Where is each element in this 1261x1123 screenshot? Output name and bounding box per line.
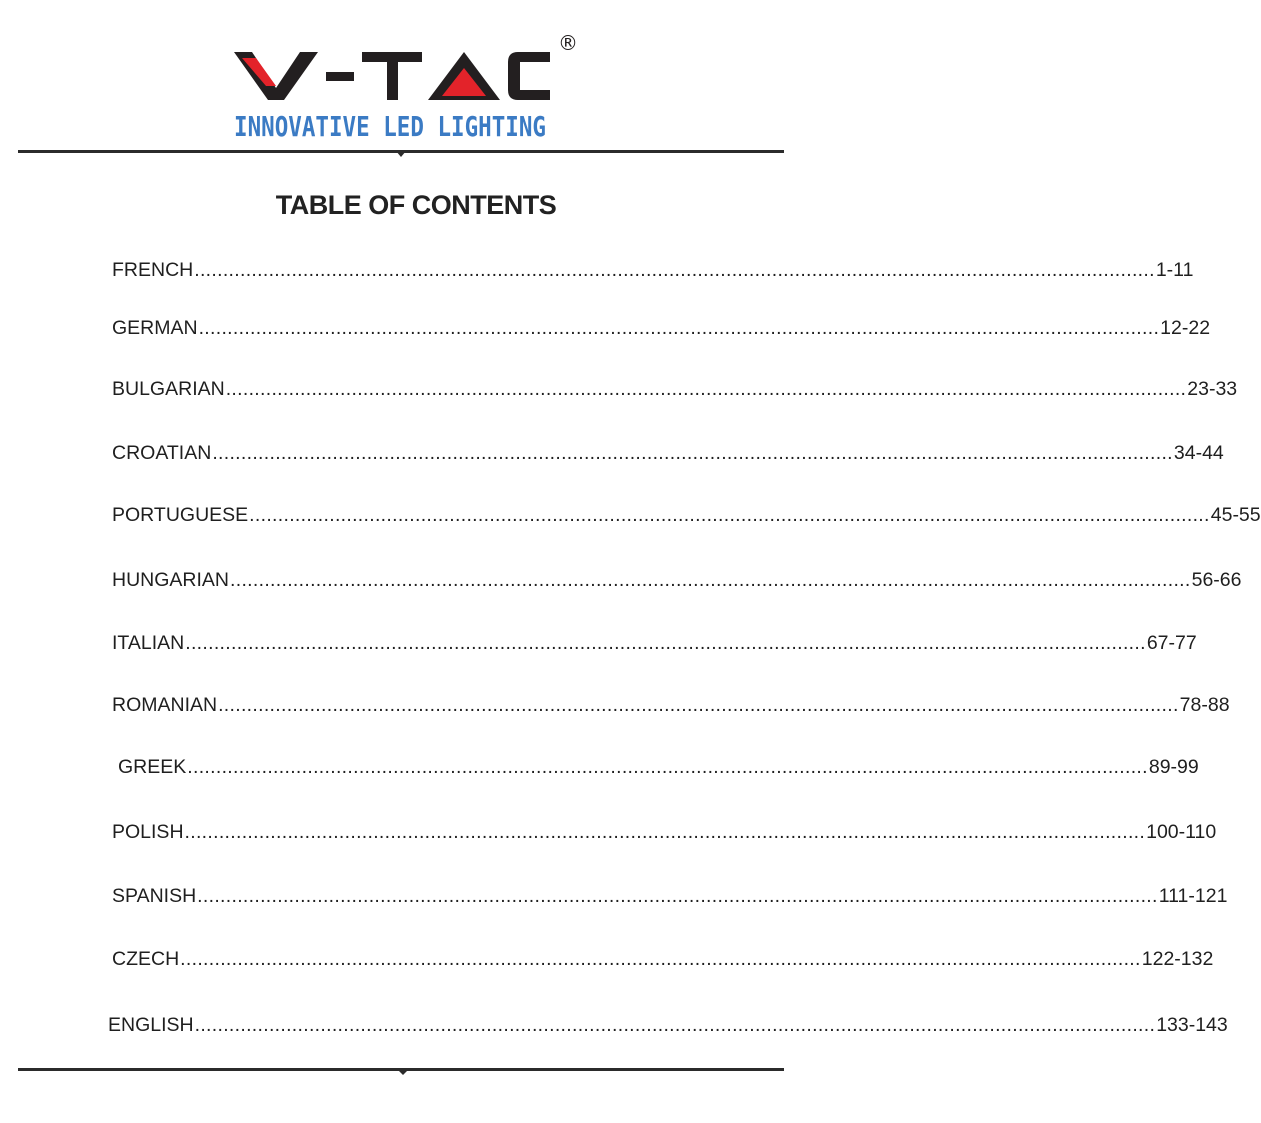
toc-pages: 1-11 xyxy=(1155,259,1194,281)
toc-leader xyxy=(226,377,1187,401)
toc-language: ROMANIAN xyxy=(112,694,218,716)
toc-leader xyxy=(197,884,1158,908)
toc-leader xyxy=(199,316,1160,340)
toc-language: BULGARIAN xyxy=(112,378,225,400)
toc-language: HUNGARIAN xyxy=(112,569,230,591)
toc-leader xyxy=(187,755,1148,779)
toc-entry xyxy=(118,755,1199,779)
toc-entry xyxy=(108,1013,1228,1037)
toc-language: POLISH xyxy=(112,821,184,843)
footer-divider xyxy=(18,1064,784,1076)
toc-entry xyxy=(112,441,1224,465)
toc-language: CZECH xyxy=(112,948,180,970)
toc-leader xyxy=(218,693,1179,717)
toc-leader xyxy=(194,258,1155,282)
toc-language: ENGLISH xyxy=(108,1014,194,1036)
toc-entry xyxy=(112,503,1261,527)
toc-entry xyxy=(112,820,1217,844)
toc-language: PORTUGUESE xyxy=(112,504,249,526)
toc-pages: 100-110 xyxy=(1146,821,1217,843)
toc-leader xyxy=(195,1013,1156,1037)
toc-pages: 23-33 xyxy=(1187,378,1238,400)
page-title: TABLE OF CONTENTS xyxy=(275,190,557,220)
toc-pages: 89-99 xyxy=(1148,756,1199,778)
header-divider xyxy=(18,146,784,158)
toc-entry xyxy=(112,947,1214,971)
toc-leader xyxy=(180,947,1141,971)
brand-name xyxy=(232,142,233,143)
toc-entry xyxy=(112,316,1211,340)
toc-pages: 56-66 xyxy=(1191,569,1242,591)
toc-leader xyxy=(212,441,1173,465)
toc-language: SPANISH xyxy=(112,885,197,907)
vtac-logo xyxy=(232,30,582,142)
toc-entry xyxy=(112,258,1194,282)
toc-pages: 78-88 xyxy=(1179,694,1230,716)
toc-pages: 45-55 xyxy=(1210,504,1261,526)
toc-pages: 122-132 xyxy=(1141,948,1214,970)
toc-leader xyxy=(185,631,1146,655)
toc-language: ITALIAN xyxy=(112,632,185,654)
toc-pages: 12-22 xyxy=(1160,317,1211,339)
toc-pages: 111-121 xyxy=(1158,885,1228,907)
brand-tagline: INNOVATIVE LED LIGHTING xyxy=(234,110,546,143)
toc-pages: 67-77 xyxy=(1146,632,1197,654)
toc-language: GREEK xyxy=(118,756,187,778)
toc-pages: 133-143 xyxy=(1156,1014,1228,1036)
registered-mark: ® xyxy=(558,31,578,55)
toc-language: CROATIAN xyxy=(112,442,212,464)
toc-entry xyxy=(112,631,1197,655)
toc-leader xyxy=(230,568,1191,592)
toc-language: GERMAN xyxy=(112,317,198,339)
toc-leader xyxy=(185,820,1146,844)
vtac-logo-graphic xyxy=(232,30,582,142)
toc-language: FRENCH xyxy=(112,259,194,281)
toc-leader xyxy=(249,503,1210,527)
toc-entry xyxy=(112,884,1228,908)
toc-entry xyxy=(112,568,1242,592)
toc-pages: 34-44 xyxy=(1173,442,1224,464)
toc-entry xyxy=(112,693,1230,717)
toc-entry xyxy=(112,377,1238,401)
